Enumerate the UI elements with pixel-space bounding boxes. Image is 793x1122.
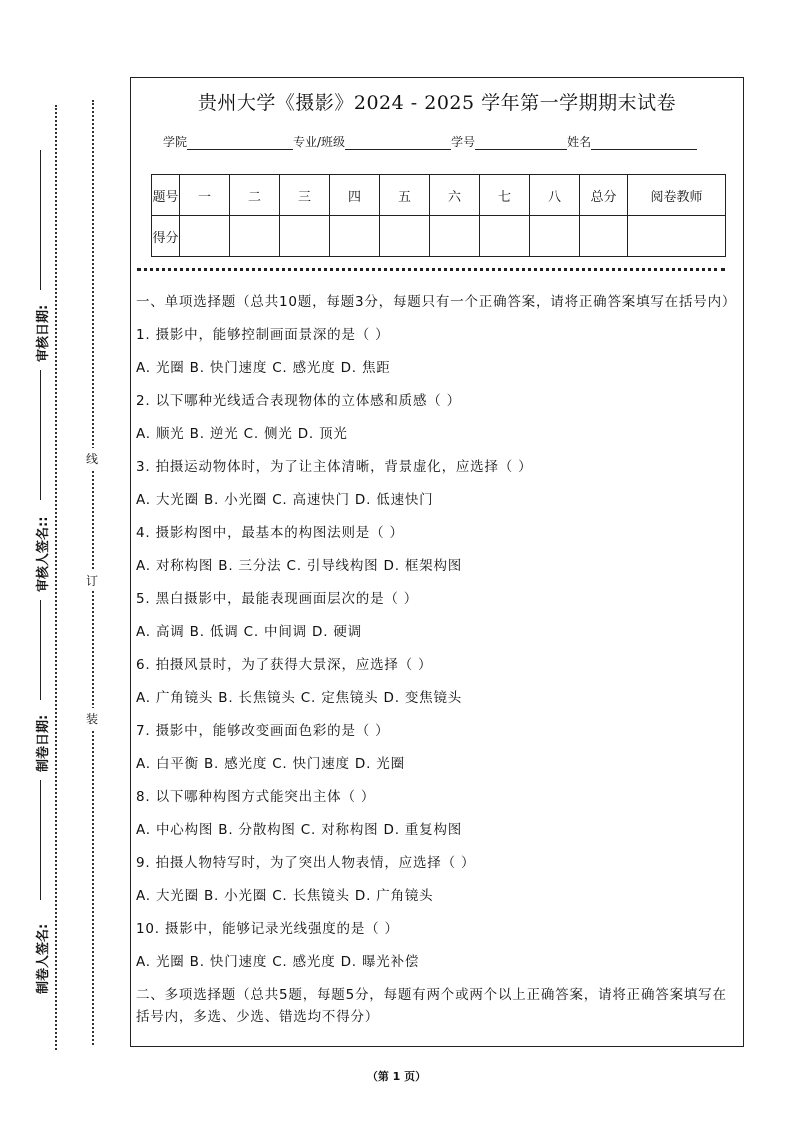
score-cell[interactable] xyxy=(430,216,480,257)
question-options: A. 光圈 B. 快门速度 C. 感光度 D. 曝光补偿 xyxy=(136,954,420,970)
section2-heading: 二、多项选择题（总共5题，每题5分，每题有两个或两个以上正确答案，请将正确答案填写在括号内，多选、少选、错选均不得分） xyxy=(136,987,727,1025)
maker-date-line xyxy=(40,600,41,700)
margin-char-fold: 装 xyxy=(86,708,98,729)
total-score-header: 总分 xyxy=(580,175,628,216)
major-label: 专业/班级 xyxy=(293,135,346,149)
question-options: A. 中心构图 B. 分散构图 C. 对称构图 D. 重复构图 xyxy=(136,822,463,838)
exam-title: 贵州大学《摄影》2024 - 2025 学年第一学期期末试卷 xyxy=(197,92,677,114)
reviewer-date-line xyxy=(40,150,41,290)
major-field[interactable] xyxy=(345,137,451,150)
question-text: 8. 以下哪种构图方式能突出主体（ ） xyxy=(136,789,376,805)
column-header: 一 xyxy=(180,175,230,216)
question-options: A. 白平衡 B. 感光度 C. 快门速度 D. 光圈 xyxy=(136,756,405,772)
score-cell[interactable] xyxy=(380,216,430,257)
student-info-row xyxy=(163,133,697,150)
column-header: 八 xyxy=(530,175,580,216)
maker-sign-label: 制卷人签名: xyxy=(36,923,51,994)
column-header: 三 xyxy=(280,175,330,216)
question-text: 6. 拍摄风景时，为了获得大景深，应选择（ ） xyxy=(136,657,433,673)
total-score-cell[interactable] xyxy=(580,216,628,257)
score-cell[interactable] xyxy=(530,216,580,257)
question-options: A. 高调 B. 低调 C. 中间调 D. 硬调 xyxy=(136,624,362,640)
column-header: 二 xyxy=(230,175,280,216)
score-cell[interactable] xyxy=(280,216,330,257)
college-field[interactable] xyxy=(187,137,293,150)
column-header: 六 xyxy=(430,175,480,216)
exam-page xyxy=(130,77,744,1047)
question-text: 9. 拍摄人物特写时，为了突出人物表情，应选择（ ） xyxy=(136,855,476,871)
question-text: 1. 摄影中，能够控制画面景深的是（ ） xyxy=(136,327,390,343)
question-text: 7. 摄影中，能够改变画面色彩的是（ ） xyxy=(136,723,390,739)
question-text: 10. 摄影中，能够记录光线强度的是（ ） xyxy=(136,921,399,937)
score-cell[interactable] xyxy=(180,216,230,257)
question-options: A. 对称构图 B. 三分法 C. 引导线构图 D. 框架构图 xyxy=(136,558,463,574)
score-cell[interactable] xyxy=(330,216,380,257)
reviewer-date-label: 审核日期: xyxy=(36,304,51,362)
reviewer-sign-label: 审核人签名:: xyxy=(36,516,51,592)
score-header-row xyxy=(152,175,726,216)
score-cell[interactable] xyxy=(230,216,280,257)
question-options: A. 大光圈 B. 小光圈 C. 长焦镜头 D. 广角镜头 xyxy=(136,888,434,904)
maker-sign-line xyxy=(40,780,41,900)
question-text: 5. 黑白摄影中，最能表现画面层次的是（ ） xyxy=(136,591,419,607)
score-table xyxy=(151,174,726,257)
page-number: （第 1 页） xyxy=(366,1070,427,1083)
margin-char-bind: 订 xyxy=(86,570,98,591)
question-options: A. 顺光 B. 逆光 C. 侧光 D. 顶光 xyxy=(136,426,348,442)
score-cell[interactable] xyxy=(480,216,530,257)
question-options: A. 大光圈 B. 小光圈 C. 高速快门 D. 低速快门 xyxy=(136,492,434,508)
margin-char-line: 线 xyxy=(86,448,98,469)
dotted-separator xyxy=(137,268,725,271)
section1-heading: 一、单项选择题（总共10题，每题3分，每题只有一个正确答案，请将正确答案填写在括号内） xyxy=(136,294,737,310)
question-text: 2. 以下哪种光线适合表现物体的立体感和质感（ ） xyxy=(136,393,461,409)
question-options: A. 光圈 B. 快门速度 C. 感光度 D. 焦距 xyxy=(136,360,391,376)
question-text: 3. 拍摄运动物体时，为了让主体清晰，背景虚化，应选择（ ） xyxy=(136,459,533,475)
question-number-label: 题号 xyxy=(152,175,180,216)
question-content xyxy=(136,291,739,1039)
column-header: 四 xyxy=(330,175,380,216)
column-header: 五 xyxy=(380,175,430,216)
name-label: 姓名 xyxy=(567,135,592,149)
grader-header: 阅卷教师 xyxy=(628,175,726,216)
question-options: A. 广角镜头 B. 长焦镜头 C. 定焦镜头 D. 变焦镜头 xyxy=(136,690,463,706)
name-field[interactable] xyxy=(591,137,697,150)
college-label: 学院 xyxy=(163,135,188,149)
score-value-row xyxy=(152,216,726,257)
column-header: 七 xyxy=(480,175,530,216)
maker-date-label: 制卷日期: xyxy=(36,714,51,772)
student-id-label: 学号 xyxy=(451,135,476,149)
grader-cell[interactable] xyxy=(628,216,726,257)
score-label: 得分 xyxy=(152,216,180,257)
question-text: 4. 摄影构图中，最基本的构图法则是（ ） xyxy=(136,525,404,541)
outer-dotted-line xyxy=(55,105,57,1050)
student-id-field[interactable] xyxy=(475,137,567,150)
reviewer-sign-line xyxy=(40,370,41,500)
